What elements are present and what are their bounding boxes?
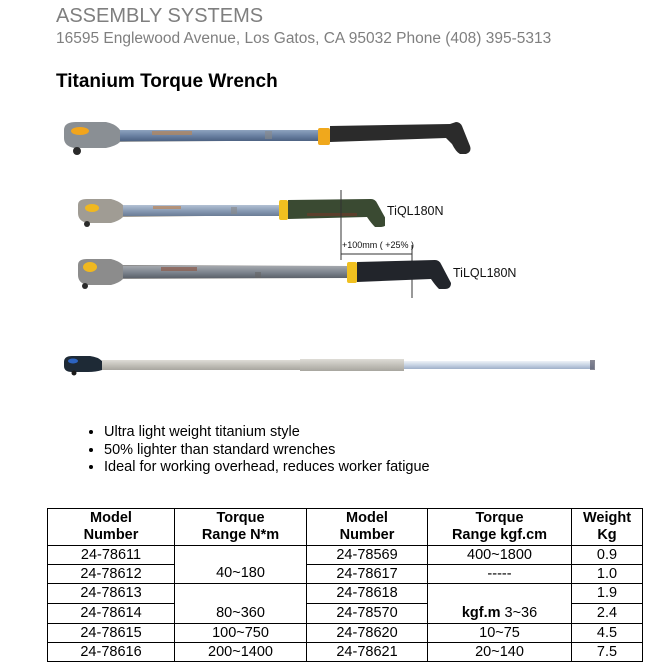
- spec-table: [47, 508, 643, 662]
- model-a-cell: 24-78614: [48, 604, 175, 624]
- kgf-value: 3~36: [500, 605, 538, 621]
- header-torque-range-kgf: Torque Range kgf.cm: [428, 509, 572, 546]
- model-b-cell: 24-78617: [307, 565, 428, 584]
- titanium-wrench-tilql180n-image: [75, 255, 455, 297]
- header-model-number-a: Model Number: [48, 509, 175, 546]
- header-model-number-b: Model Number: [307, 509, 428, 546]
- company-address: 16595 Englewood Avenue, Los Gatos, CA 95032 Phone (408) 395-5313: [56, 30, 552, 47]
- dimension-note: +100mm ( +25% ): [342, 240, 415, 250]
- table-row: [48, 565, 643, 584]
- model-a-cell: 24-78616: [48, 643, 175, 662]
- torque-kgf-cell: 20~140: [428, 643, 572, 662]
- torque-nm-cell: 100~750: [175, 624, 307, 643]
- page-title: Titanium Torque Wrench: [56, 71, 278, 92]
- tiql180n-label: TiQL180N: [387, 204, 444, 218]
- weight-cell: 7.5: [572, 643, 643, 662]
- weight-cell: 4.5: [572, 624, 643, 643]
- torque-kgf-cell: -----: [428, 565, 572, 584]
- company-name: ASSEMBLY SYSTEMS: [56, 5, 264, 27]
- torque-kgf-cell: 10~75: [428, 624, 572, 643]
- weight-cell: 1.0: [572, 565, 643, 584]
- model-b-cell: 24-78570: [307, 604, 428, 624]
- torque-kgf-cell: [428, 584, 572, 624]
- titanium-wrench-tiql180n-image: [75, 193, 385, 233]
- model-b-cell: 24-78618: [307, 584, 428, 604]
- model-b-cell: 24-78569: [307, 546, 428, 565]
- feature-item: • Ultra light weight titanium style: [104, 424, 430, 442]
- model-a-cell: 24-78613: [48, 584, 175, 604]
- weight-cell: 0.9: [572, 546, 643, 565]
- torque-nm-cell: 200~1400: [175, 643, 307, 662]
- model-b-cell: 24-78621: [307, 643, 428, 662]
- table-row: [48, 624, 643, 643]
- table-row: [48, 584, 643, 604]
- model-b-cell: 24-78620: [307, 624, 428, 643]
- model-a-cell: 24-78611: [48, 546, 175, 565]
- header-weight: Weight Kg: [572, 509, 643, 546]
- feature-item: • 50% lighter than standard wrenches: [104, 442, 430, 460]
- weight-cell: 2.4: [572, 604, 643, 624]
- feature-list: [62, 424, 430, 477]
- long-wrench-extension-image: [62, 352, 598, 376]
- kgf-unit-label: kgf.m: [461, 605, 501, 621]
- titanium-wrench-standard-image: [60, 118, 472, 160]
- table-row: [48, 643, 643, 662]
- model-a-cell: 24-78615: [48, 624, 175, 643]
- model-a-cell: 24-78612: [48, 565, 175, 584]
- feature-item: • Ideal for working overhead, reduces worker fatigue: [104, 459, 430, 477]
- torque-kgf-cell: 400~1800: [428, 546, 572, 565]
- torque-nm-cell: 80~360: [175, 584, 307, 624]
- table-header-row: [48, 509, 643, 546]
- weight-cell: 1.9: [572, 584, 643, 604]
- torque-nm-cell: 40~180: [175, 546, 307, 584]
- header-torque-range-nm: Torque Range N*m: [175, 509, 307, 546]
- table-row: [48, 546, 643, 565]
- tilql180n-label: TiLQL180N: [453, 266, 517, 280]
